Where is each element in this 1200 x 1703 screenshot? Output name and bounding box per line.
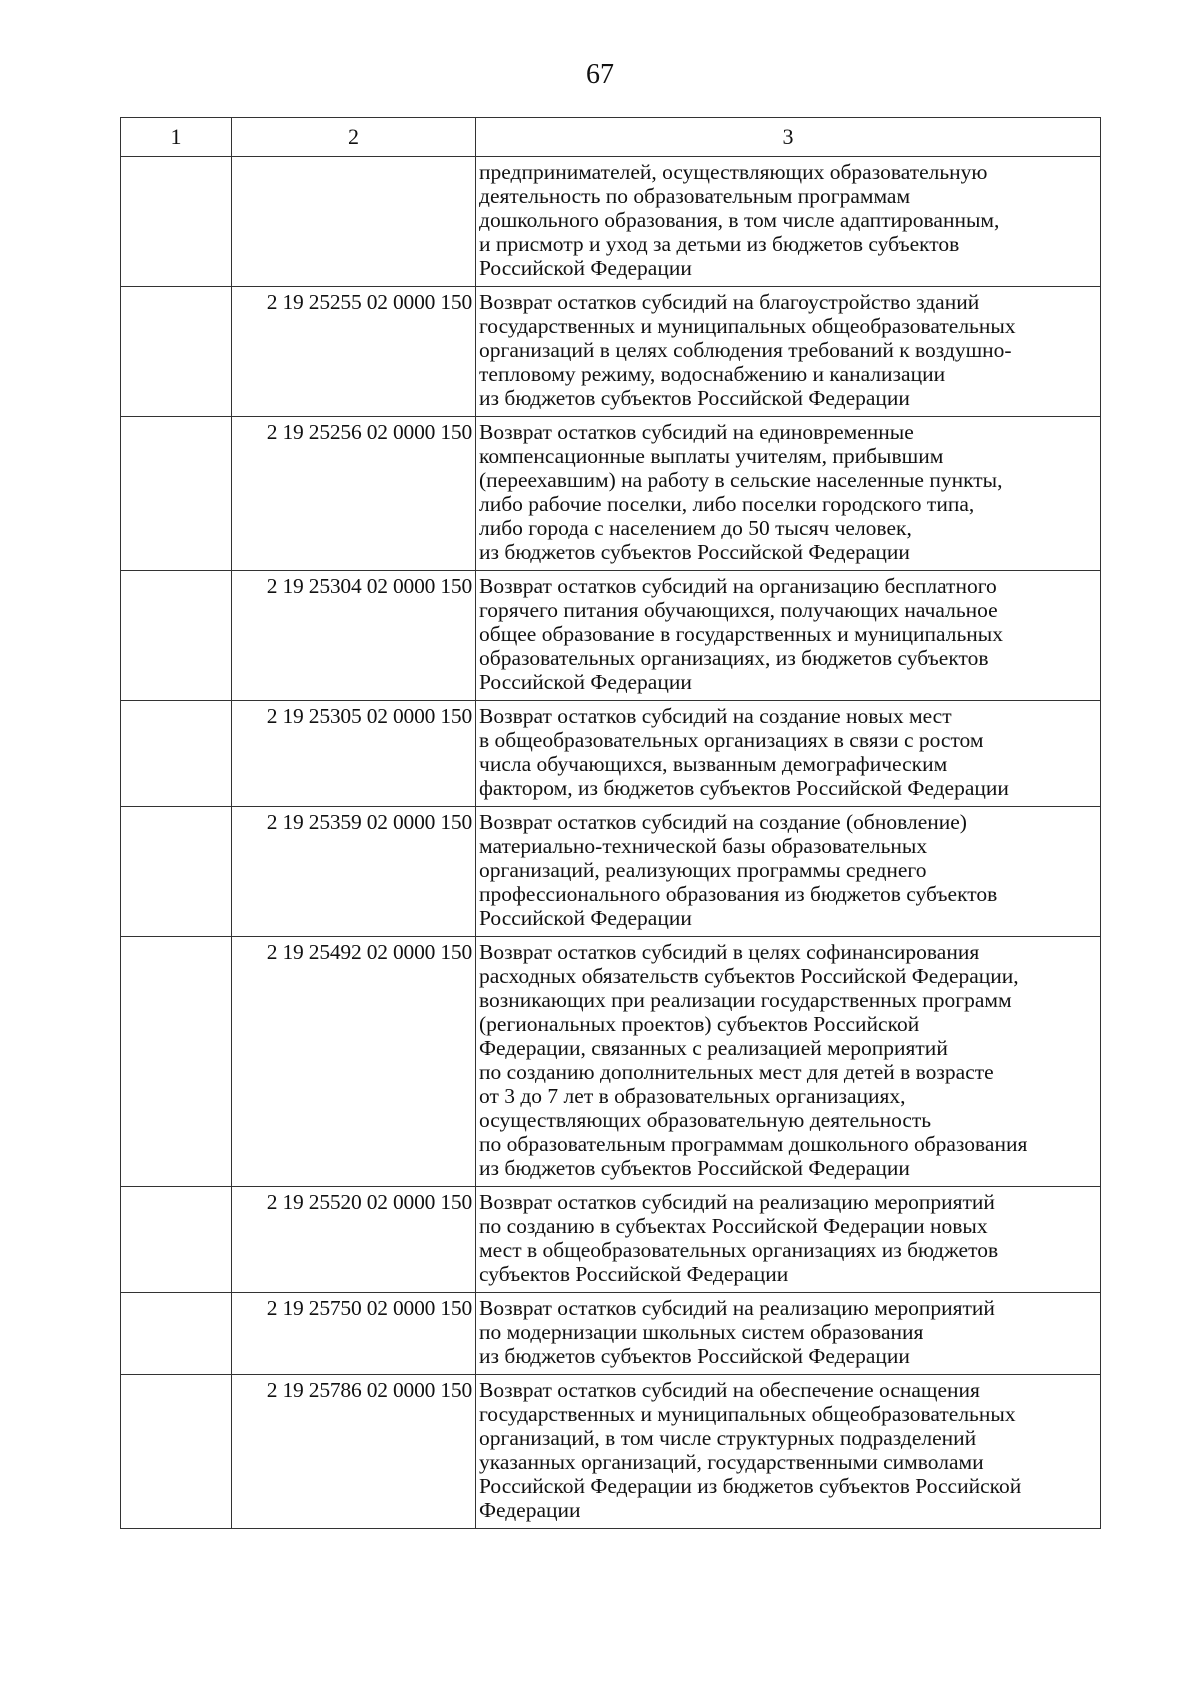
column-header-3: 3 <box>476 118 1101 157</box>
cell-description: Возврат остатков субсидий на организацию бесплатного горячего питания обучающихся, получающих начальное общее образование в государственных и муниципальных образовательных организациях, из бюджетов субъектов Российской Федерации <box>476 571 1101 701</box>
cell-code: 2 19 25750 02 0000 150 <box>232 1293 476 1375</box>
table-row <box>121 701 1101 807</box>
cell-code: 2 19 25304 02 0000 150 <box>232 571 476 701</box>
cell-description: Возврат остатков субсидий на единовременные компенсационные выплаты учителям, прибывшим (переехавшим) на работу в сельские населенные пункты, либо рабочие поселки, либо поселки городского типа, либо города с населением до 50 тысяч человек, из бюджетов субъектов Российской Федерации <box>476 417 1101 571</box>
table-row <box>121 157 1101 287</box>
cell-col1 <box>121 1187 232 1293</box>
table-row <box>121 1293 1101 1375</box>
cell-col1 <box>121 417 232 571</box>
cell-code <box>232 157 476 287</box>
cell-description: Возврат остатков субсидий на реализацию мероприятий по модернизации школьных систем образования из бюджетов субъектов Российской Федерации <box>476 1293 1101 1375</box>
cell-description: Возврат остатков субсидий на благоустройство зданий государственных и муниципальных общеобразовательных организаций в целях соблюдения требований к воздушно- тепловому режиму, водоснабжению и канализации из бюджетов субъектов Российской Федерации <box>476 287 1101 417</box>
budget-classification-table <box>120 117 1101 1529</box>
table-header-row <box>121 118 1101 157</box>
cell-col1 <box>121 571 232 701</box>
table-row <box>121 571 1101 701</box>
cell-description: Возврат остатков субсидий в целях софинансирования расходных обязательств субъектов Российской Федерации, возникающих при реализации государственных программ (региональных проектов) субъектов Российской Федерации, связанных с реализацией мероприятий по созданию дополнительных мест для детей в возрасте от 3 до 7 лет в образовательных организациях, осуществляющих образовательную деятельность по образовательным программам дошкольного образования из бюджетов субъектов Российской Федерации <box>476 937 1101 1187</box>
table-row <box>121 1187 1101 1293</box>
table-row <box>121 807 1101 937</box>
cell-code: 2 19 25492 02 0000 150 <box>232 937 476 1187</box>
cell-code: 2 19 25256 02 0000 150 <box>232 417 476 571</box>
cell-code: 2 19 25786 02 0000 150 <box>232 1375 476 1529</box>
page-number: 67 <box>586 59 614 90</box>
column-header-2: 2 <box>232 118 476 157</box>
table-row <box>121 417 1101 571</box>
cell-col1 <box>121 807 232 937</box>
cell-description: Возврат остатков субсидий на реализацию мероприятий по созданию в субъектах Российской Федерации новых мест в общеобразовательных организациях из бюджетов субъектов Российской Федерации <box>476 1187 1101 1293</box>
cell-col1 <box>121 157 232 287</box>
cell-code: 2 19 25305 02 0000 150 <box>232 701 476 807</box>
cell-col1 <box>121 287 232 417</box>
cell-description: Возврат остатков субсидий на создание новых мест в общеобразовательных организациях в связи с ростом числа обучающихся, вызванным демографическим фактором, из бюджетов субъектов Российской Федерации <box>476 701 1101 807</box>
table-row <box>121 287 1101 417</box>
column-header-1: 1 <box>121 118 232 157</box>
cell-description: Возврат остатков субсидий на создание (обновление) материально-технической базы образовательных организаций, реализующих программы среднего профессионального образования из бюджетов субъектов Российской Федерации <box>476 807 1101 937</box>
cell-col1 <box>121 937 232 1187</box>
cell-col1 <box>121 1375 232 1529</box>
cell-description: предпринимателей, осуществляющих образовательную деятельность по образовательным программам дошкольного образования, в том числе адаптированным, и присмотр и уход за детьми из бюджетов субъектов Российской Федерации <box>476 157 1101 287</box>
cell-col1 <box>121 1293 232 1375</box>
cell-col1 <box>121 701 232 807</box>
table-row <box>121 1375 1101 1529</box>
table-row <box>121 937 1101 1187</box>
cell-code: 2 19 25359 02 0000 150 <box>232 807 476 937</box>
cell-code: 2 19 25520 02 0000 150 <box>232 1187 476 1293</box>
cell-code: 2 19 25255 02 0000 150 <box>232 287 476 417</box>
cell-description: Возврат остатков субсидий на обеспечение оснащения государственных и муниципальных общеобразовательных организаций, в том числе структурных подразделений указанных организаций, государственными символами Российской Федерации из бюджетов субъектов Российской Федерации <box>476 1375 1101 1529</box>
